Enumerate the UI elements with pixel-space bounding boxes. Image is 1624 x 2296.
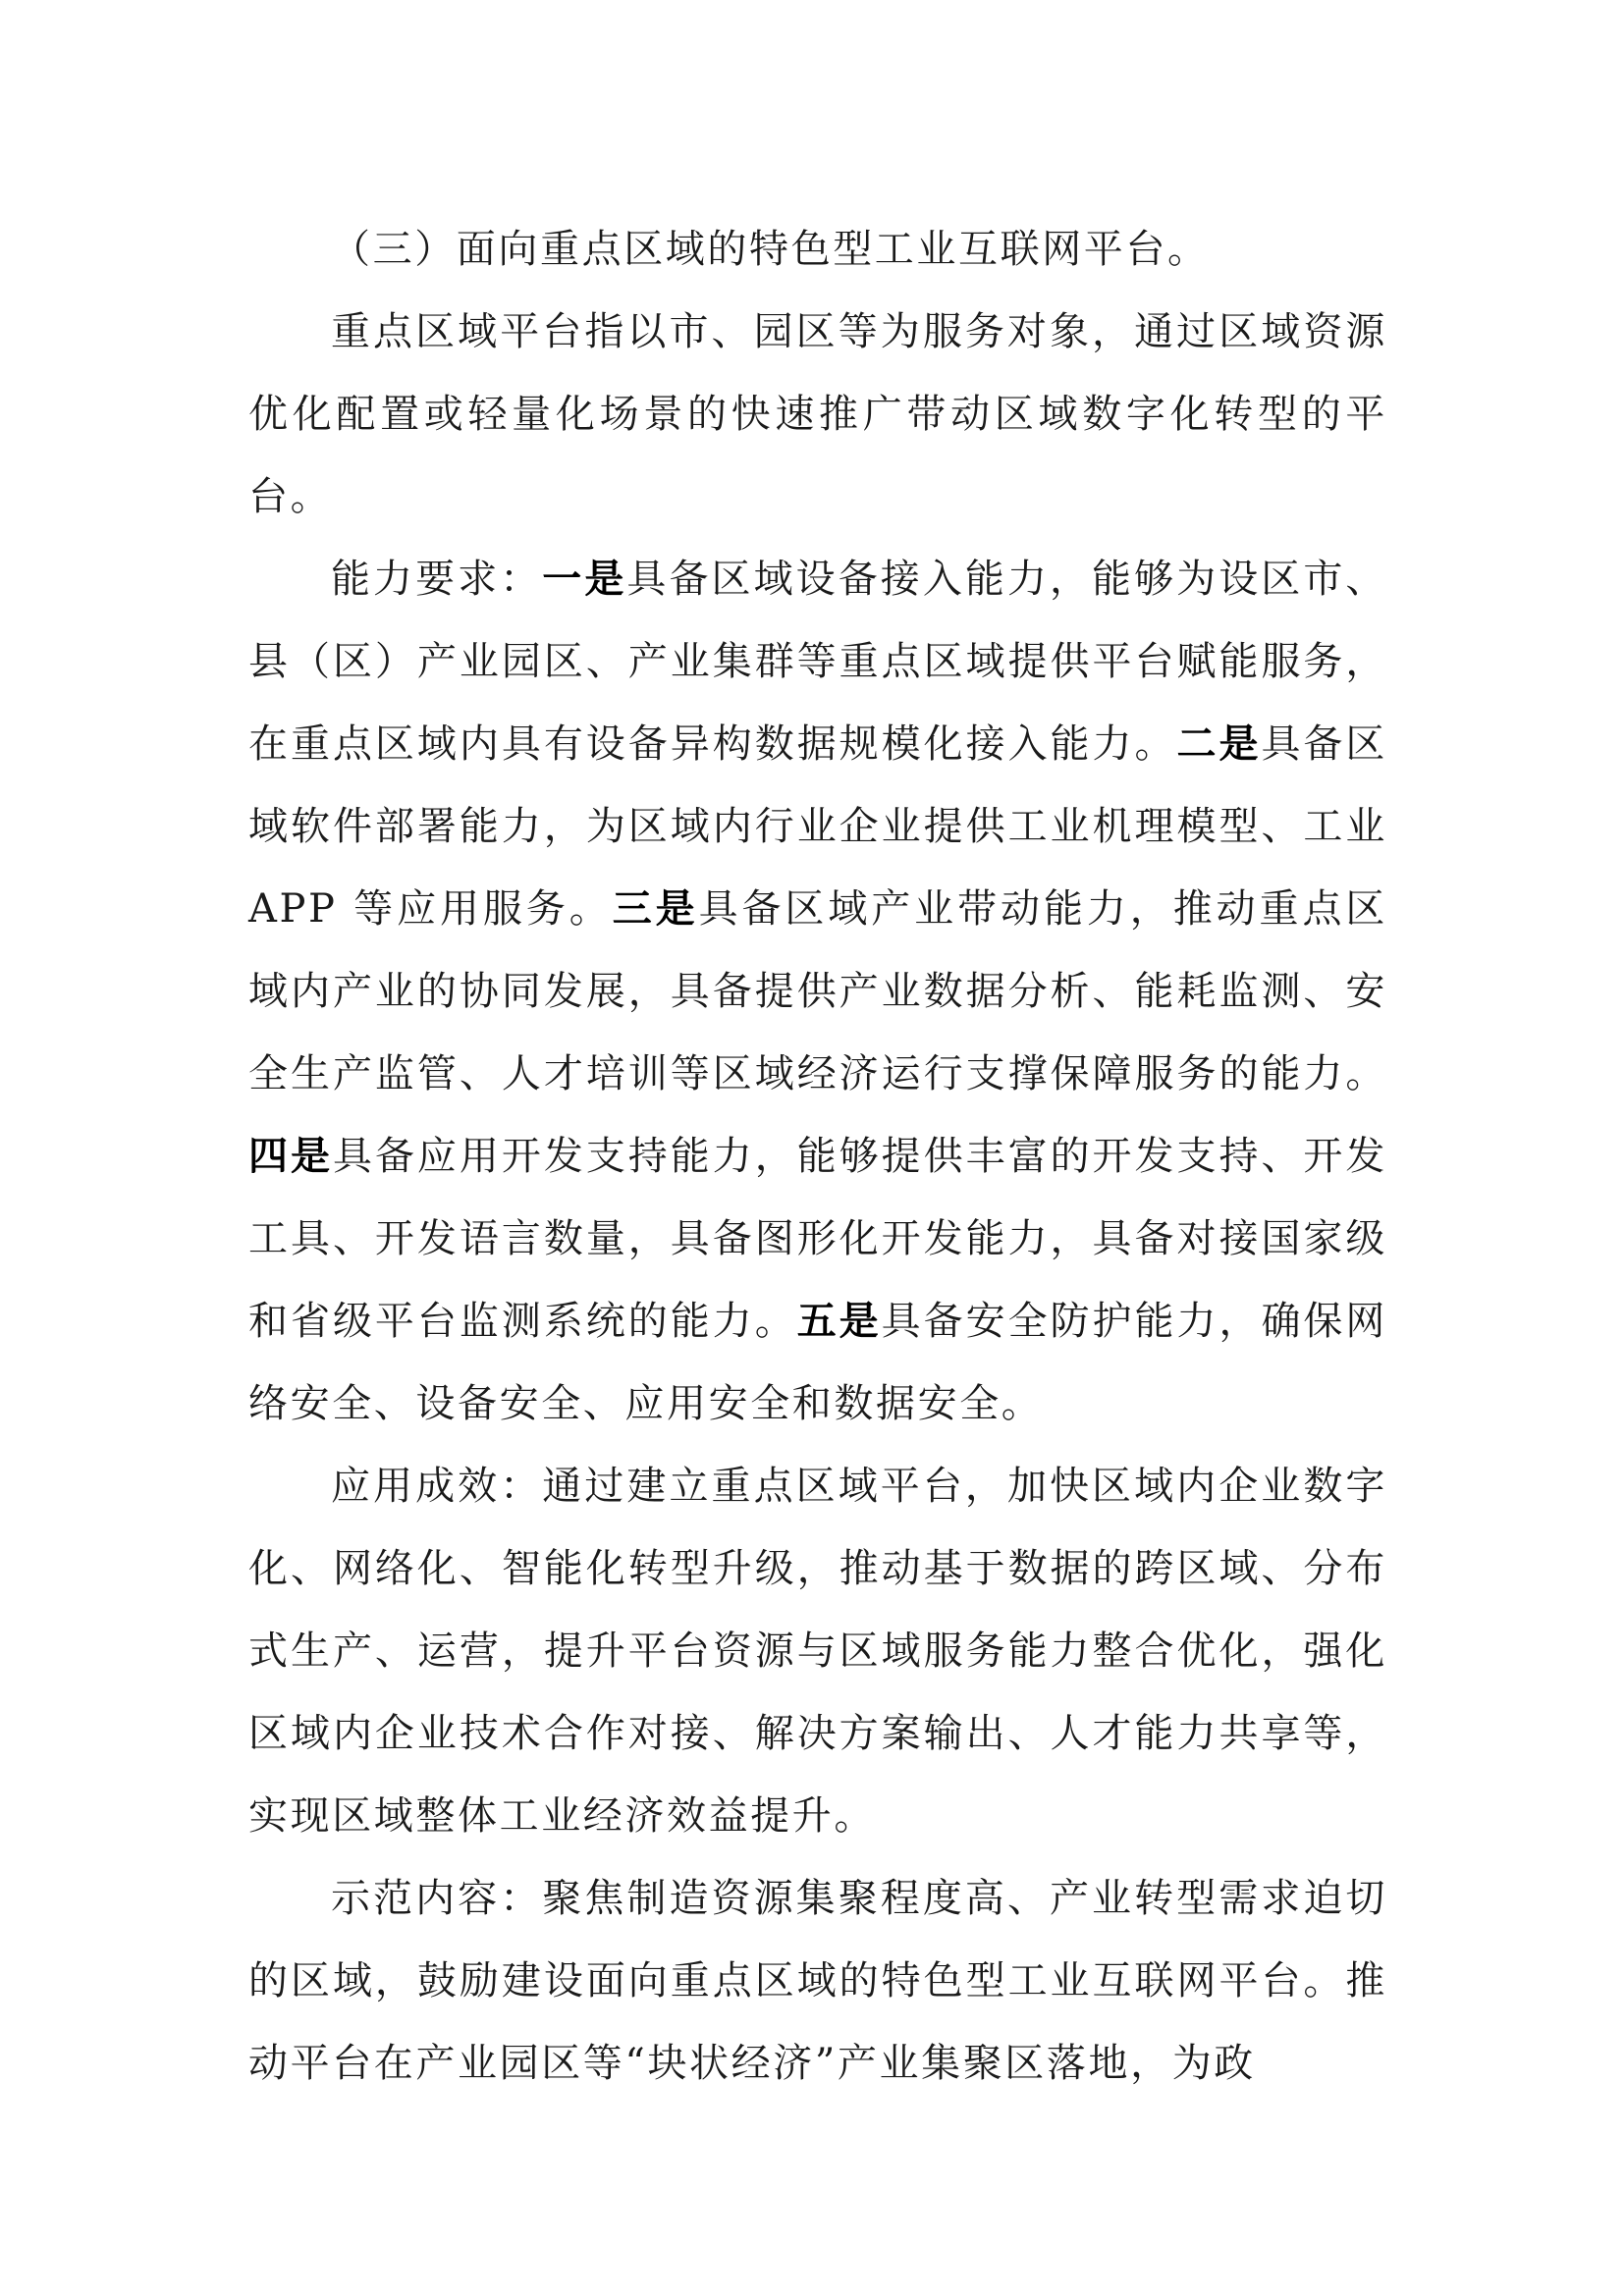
effect-paragraph [248, 1445, 1387, 1857]
demo-text: 聚焦制造资源集聚程度高、产业转型需求迫切的区域，鼓励建设面向重点区域的特色型工业互联网平台。推动平台在产业园区等“块状经济”产业集聚区落地，为政 [248, 1876, 1388, 2086]
demo-paragraph [248, 1857, 1387, 2105]
capability-paragraph [248, 538, 1387, 1445]
effect-text: 通过建立重点区域平台，加快区域内企业数字化、网络化、智能化转型升级，推动基于数据的跨区域、分布式生产、运营，提升平台资源与区域服务能力整合优化，强化区域内企业技术合作对接、解决方案输出、人才能力共享等，实现区域整体工业经济效益提升。 [248, 1464, 1388, 1839]
capability-marker-2: 二是 [1176, 721, 1262, 767]
effect-label: 应用成效： [331, 1464, 543, 1509]
capability-marker-3: 三是 [612, 885, 699, 932]
definition-paragraph: 重点区域平台指以市、园区等为服务对象，通过区域资源优化配置或轻量化场景的快速推广带动区域数字化转型的平台。 [248, 309, 1387, 519]
capability-text-4: 具备应用开发支持能力，能够提供丰富的开发支持、开发工具、开发语言数量，具备图形化开发能力，具备对接国家级和省级平台监测系统的能力。 [248, 1134, 1388, 1344]
capability-marker-5: 五是 [796, 1298, 882, 1344]
capability-text-2: 具备区域软件部署能力，为区域内行业企业提供工业机理模型、工业 APP 等应用服务。 [248, 721, 1387, 932]
capability-text-1: 具备区域设备接入能力，能够为设区市、县（区）产业园区、产业集群等重点区域提供平台赋能服务，在重点区域内具有设备异构数据规模化接入能力。 [248, 557, 1388, 767]
section-heading: （三）面向重点区域的特色型工业互联网平台。 [331, 227, 1210, 272]
capability-label: 能力要求： [331, 557, 543, 602]
demo-label: 示范内容： [331, 1876, 543, 1921]
document-body [248, 208, 1387, 2105]
capability-text-5: 具备安全防护能力，确保网络安全、设备安全、应用安全和数据安全。 [248, 1299, 1387, 1426]
capability-marker-4: 四是 [248, 1133, 333, 1179]
capability-marker-1: 一是 [542, 556, 627, 602]
capability-text-3: 具备区域产业带动能力，推动重点区域内产业的协同发展，具备提供产业数据分析、能耗监测、安全生产监管、人才培训等区域经济运行支撑保障服务的能力。 [248, 886, 1388, 1096]
